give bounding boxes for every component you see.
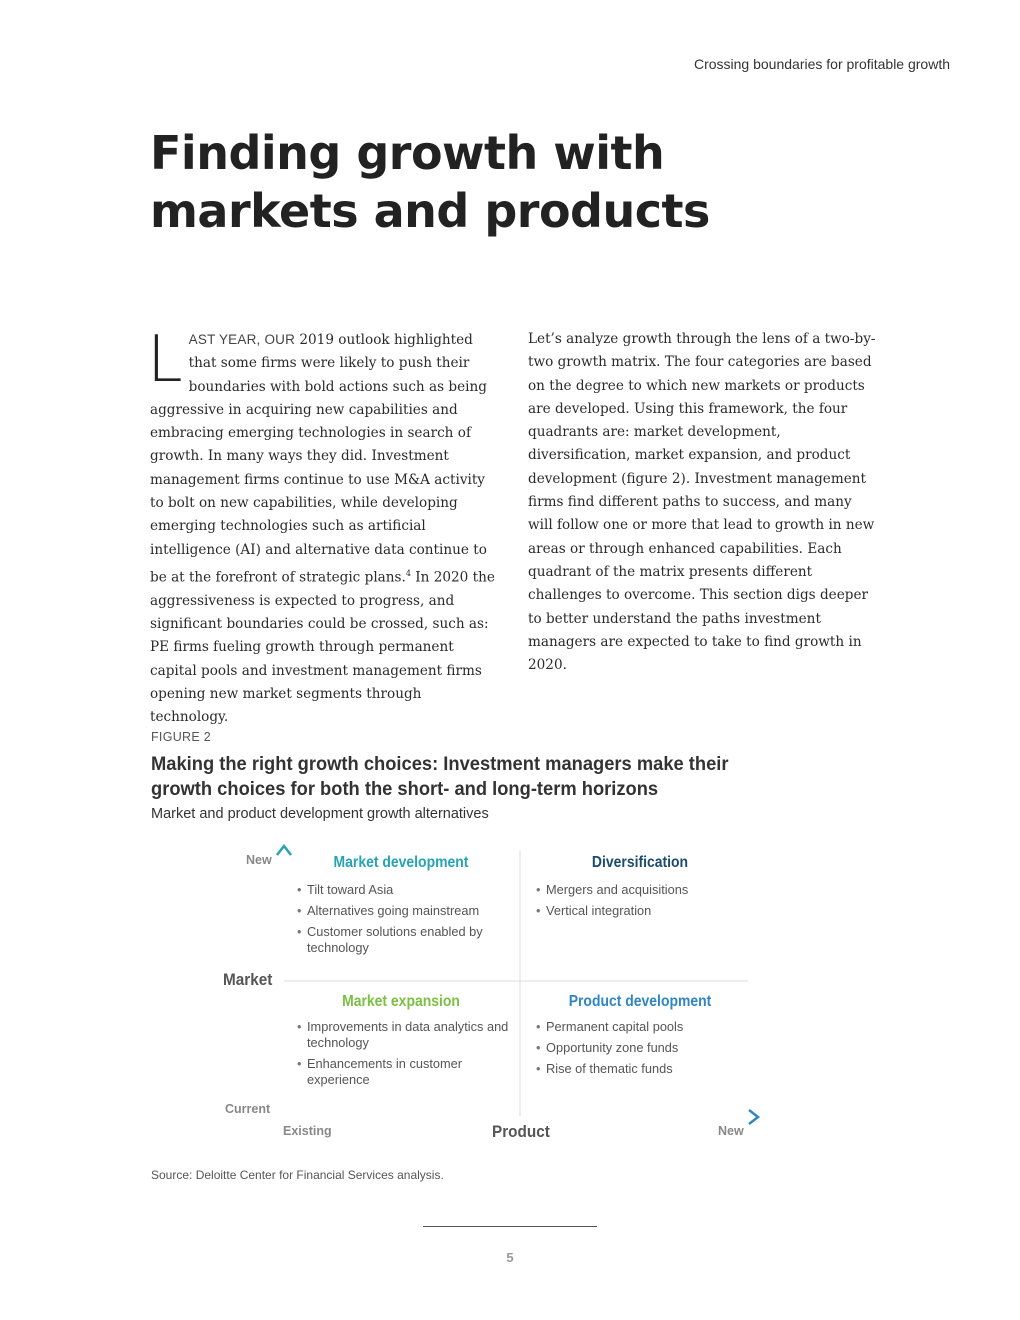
analysis-paragraph: Let’s analyze growth through the lens of a two-by-two growth matrix. The four categories are based on the degree to which new markets or products are developed. Using this framework, the four quadrants are: market development, diversification, market expansion, and product development (figure 2). Investment management firms find different paths to success, and many will follow one or more that lead to growth in new areas or through enhanced capabilities. Each quadrant of the matrix presents different challenges to overcome. This section digs deeper to better understand the paths investment managers are expected to take to find growth in 2020. <box>528 331 876 674</box>
product-axis-new-label: New <box>718 1124 744 1138</box>
market-axis-arrow-icon <box>277 846 291 855</box>
list-item: • Permanent capital pools <box>536 1019 746 1035</box>
list-item: • Alternatives going mainstream <box>297 903 509 919</box>
market-axis-current-label: Current <box>225 1102 271 1116</box>
drop-cap: L <box>147 323 183 397</box>
quadrant-list-market-expansion <box>297 1019 509 1093</box>
list-item: • Customer solutions enabled by technology <box>297 924 509 956</box>
body-column-left <box>147 323 495 730</box>
paragraph-text-continued: In 2020 the aggressiveness is expected to progress, and significant boundaries could be crossed, such as: PE firms fueling growth through permanent capital pools and investment management firms opening new market segments through technology. <box>150 569 495 726</box>
product-axis-title: Product <box>492 1122 550 1141</box>
intro-paragraph <box>147 323 495 730</box>
page-title: Finding growth with markets and products <box>150 126 710 238</box>
product-axis-existing-label: Existing <box>283 1124 332 1138</box>
list-item: • Tilt toward Asia <box>297 882 509 898</box>
quadrant-title-market-development: Market development <box>333 854 469 871</box>
paragraph-text: 2019 outlook highlighted that some firms were likely to push their boundaries with bold actions such as being aggressive in acquiring new capabilities and embracing emerging technologies in search of growth. In many ways they did. Investment management firms continue to use M&A activity to bolt on new capabilities, while developing emerging technologies such as artificial intelligence (AI) and alternative data continue to be at the forefront of strategic plans. <box>150 332 487 586</box>
figure-subtitle: Market and product development growth alternatives <box>151 806 489 822</box>
body-column-right <box>528 328 878 677</box>
list-item: • Opportunity zone funds <box>536 1040 746 1056</box>
list-item: • Enhancements in customer experience <box>297 1056 509 1088</box>
product-axis-arrow-icon <box>749 1110 758 1124</box>
quadrant-list-product-development <box>536 1019 746 1082</box>
list-item: • Improvements in data analytics and technology <box>297 1019 509 1051</box>
footer-divider <box>423 1226 597 1227</box>
quadrant-list-diversification <box>536 882 746 924</box>
quadrant-title-market-expansion: Market expansion <box>342 993 460 1010</box>
market-axis-new-label: New <box>246 853 272 867</box>
list-item: • Rise of thematic funds <box>536 1061 746 1077</box>
figure-label: FIGURE 2 <box>151 730 212 744</box>
list-item: • Vertical integration <box>536 903 746 919</box>
list-item: • Mergers and acquisitions <box>536 882 746 898</box>
quadrant-title-diversification: Diversification <box>591 854 689 871</box>
figure-source: Source: Deloitte Center for Financial Services analysis. <box>151 1168 444 1182</box>
quadrant-title-product-development: Product development <box>568 993 712 1010</box>
running-header: Crossing boundaries for profitable growth <box>693 56 950 72</box>
footnote-reference[interactable]: 4 <box>405 568 411 578</box>
figure-title: Making the right growth choices: Investment managers make their growth choices for both the short- and long-term horizons <box>151 753 729 800</box>
market-axis-title: Market <box>223 970 273 989</box>
quadrant-list-market-development <box>297 882 509 961</box>
lead-in-text: AST YEAR, OUR <box>188 332 296 347</box>
page-number: 5 <box>506 1250 514 1265</box>
